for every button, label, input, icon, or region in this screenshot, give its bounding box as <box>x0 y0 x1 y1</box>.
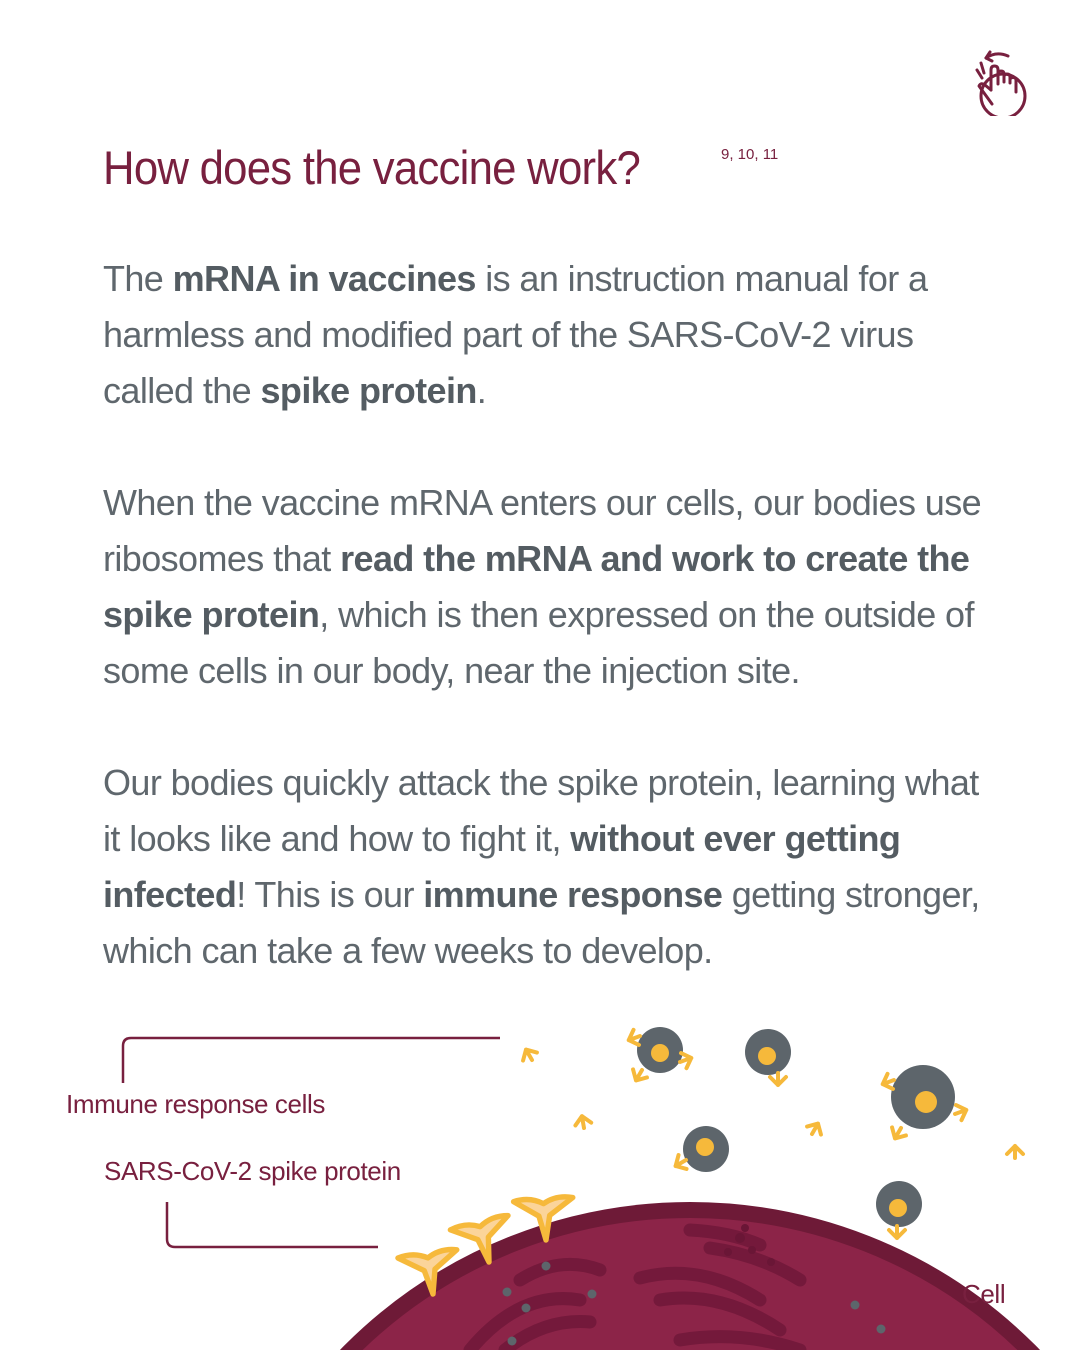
swipe-hand-icon[interactable] <box>972 50 1034 116</box>
cell-body <box>210 1210 1080 1350</box>
bold-text: without ever getting infected <box>103 818 901 915</box>
text-run: The <box>103 258 173 299</box>
bold-text: immune response <box>423 874 723 915</box>
bold-text: spike protein <box>260 370 477 411</box>
title-block <box>103 140 779 195</box>
spike-label-leader <box>167 1202 378 1247</box>
bold-text: mRNA in vaccines <box>172 258 476 299</box>
cell-label: Cell <box>962 1279 1006 1309</box>
page-title: How does the vaccine work? <box>103 141 641 194</box>
text-run: . <box>476 370 487 411</box>
text-run: ! This is our <box>236 874 424 915</box>
reference-superscript: 9, 10, 11 <box>721 146 779 163</box>
text-run: getting stronger, which can take a few weeks to develop. <box>103 874 980 971</box>
text-run: is an instruction manual for a harmless and modified part of the SARS-CoV-2 virus called the <box>103 258 928 411</box>
paragraph-immune-response <box>103 755 1003 979</box>
paragraph-ribosomes <box>103 475 1003 699</box>
immune-label-leader <box>123 1038 500 1083</box>
text-run: When the vaccine mRNA enters our cells, our bodies use ribosomes that <box>103 482 982 579</box>
immune-cells-label: Immune response cells <box>66 1089 325 1119</box>
text-run: , which is then expressed on the outside of some cells in our body, near the injection site. <box>103 594 974 691</box>
text-run: Our bodies quickly attack the spike protein, learning what it looks like and how to fight it, <box>103 762 979 859</box>
spike-protein-label: SARS-CoV-2 spike protein <box>104 1156 401 1186</box>
bold-text: read the mRNA and work to create the spike protein <box>103 538 970 635</box>
paragraph-mrna <box>103 251 1003 419</box>
